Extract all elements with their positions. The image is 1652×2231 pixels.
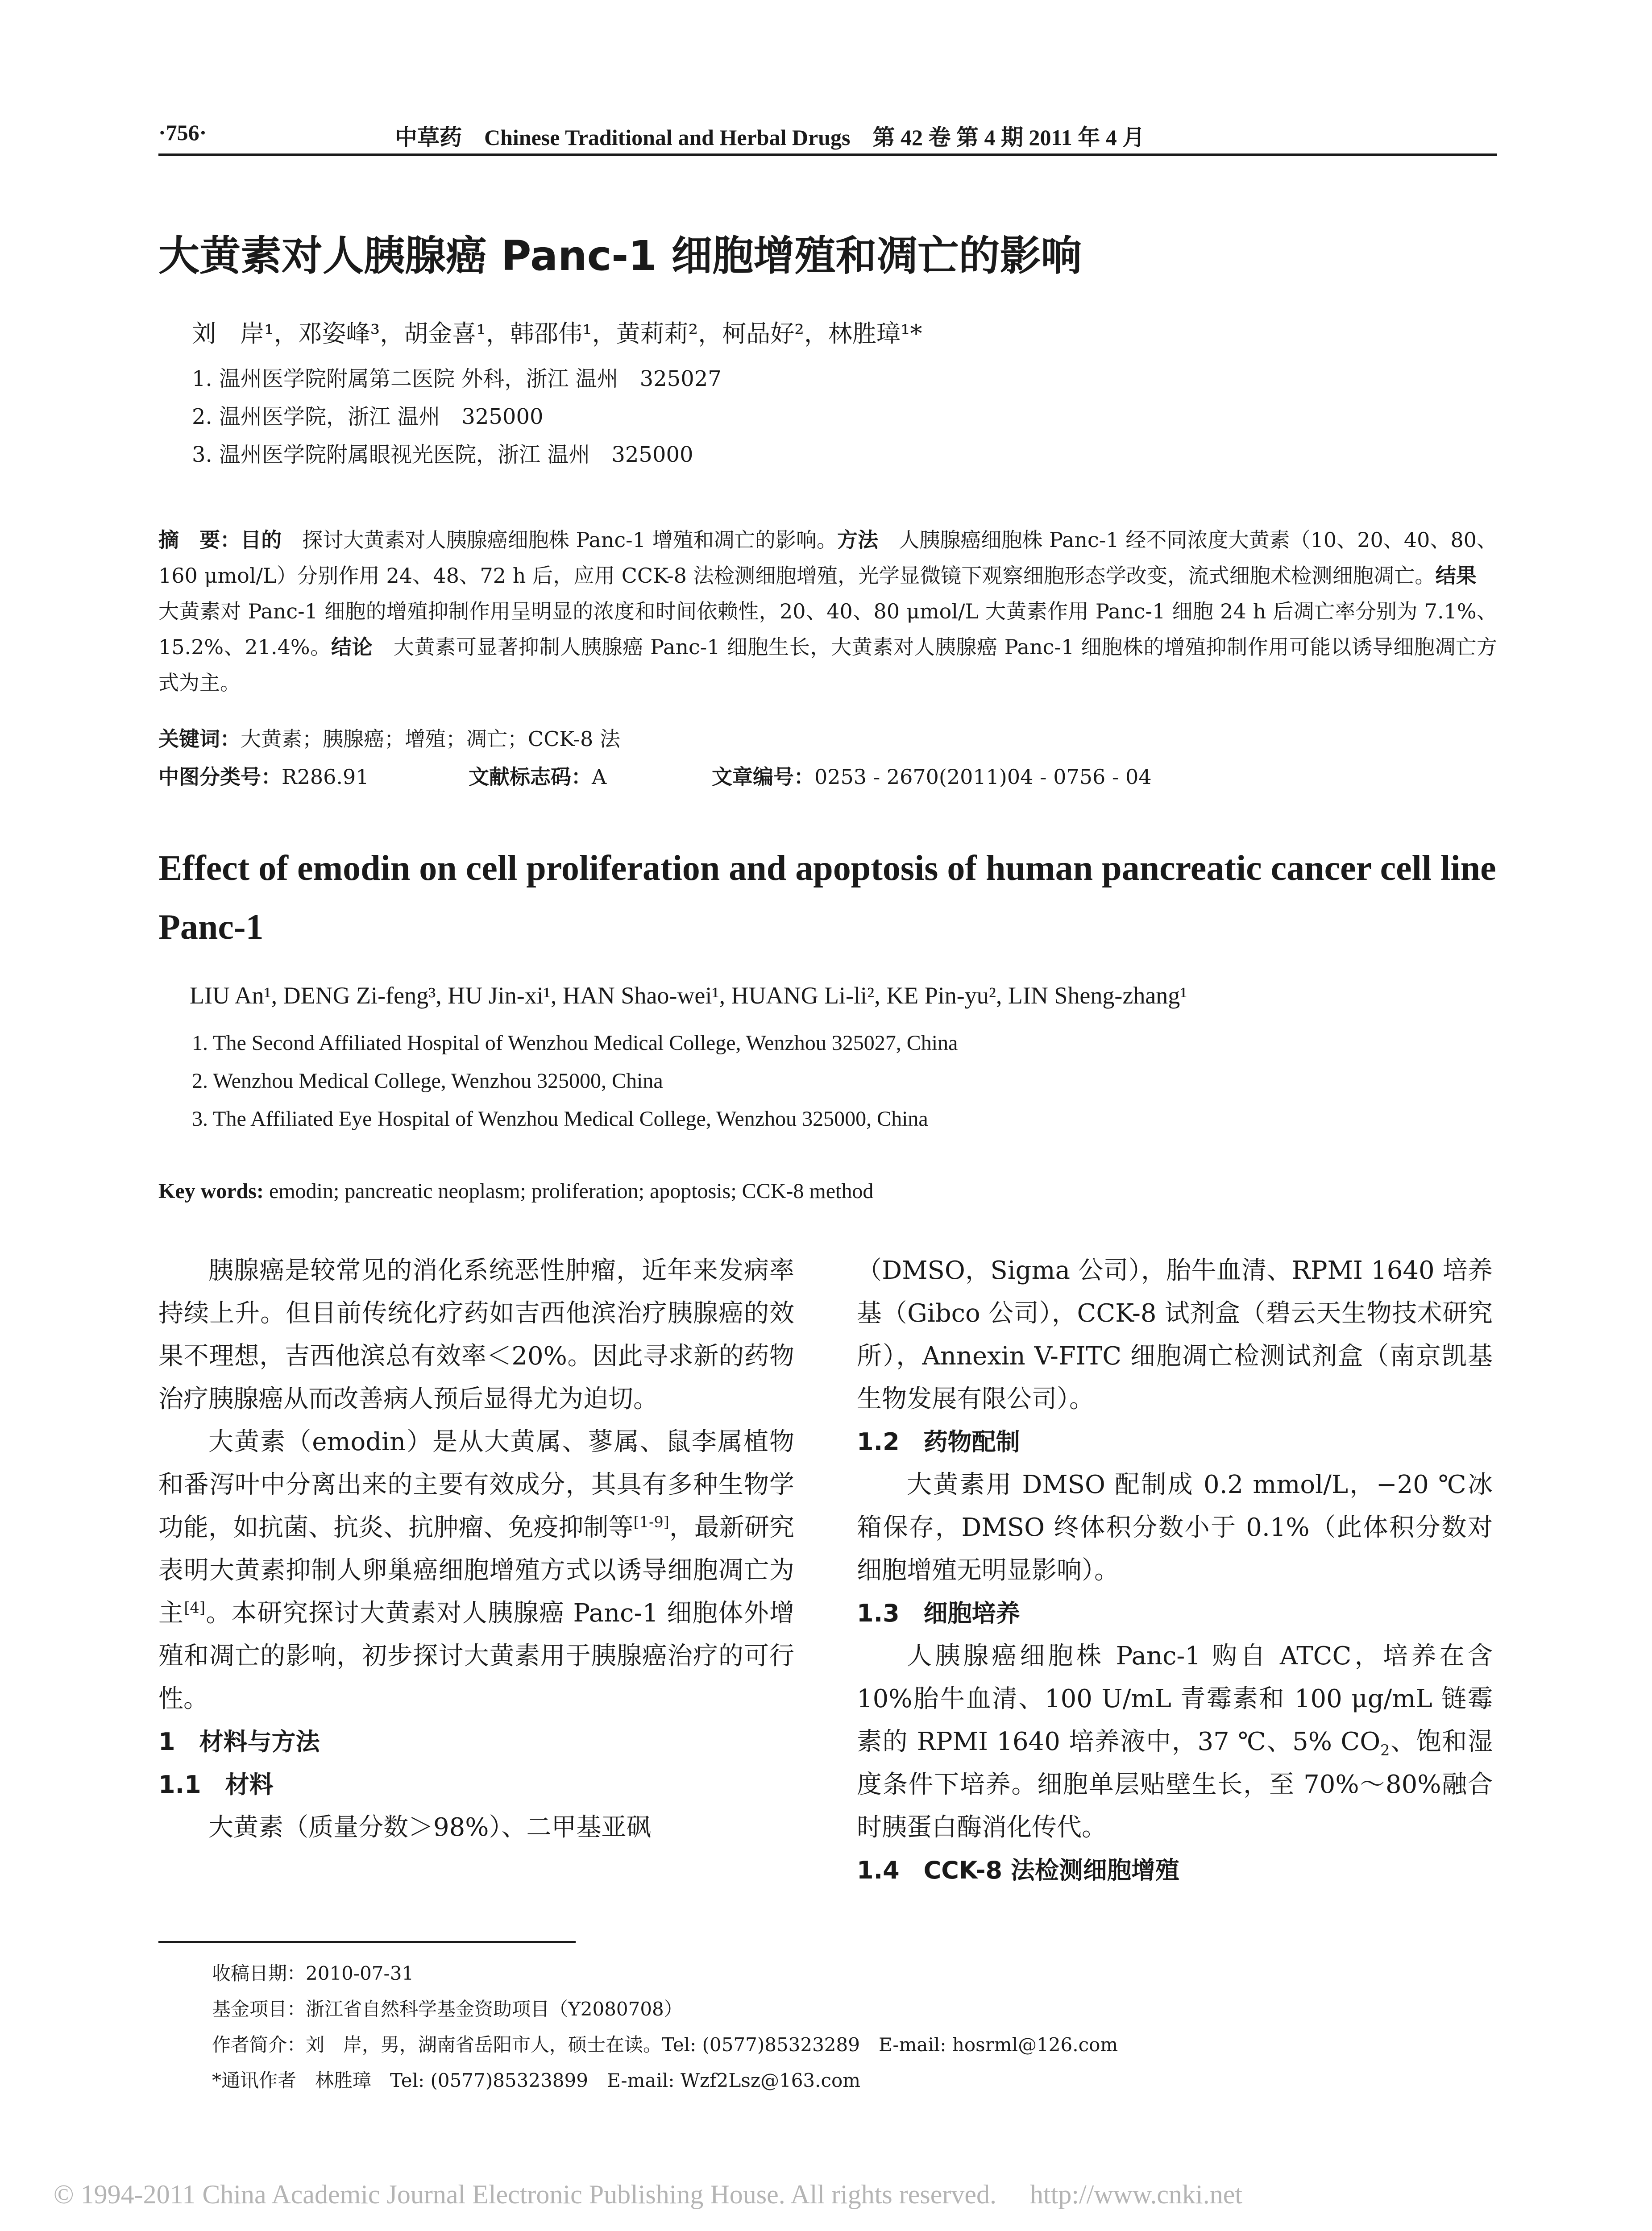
keywords-label: 关键词：	[158, 727, 241, 751]
chinese-affiliation-2: 2. 温州医学院，浙江 温州 325000	[192, 404, 544, 429]
footnote-received: 收稿日期：2010-07-31	[212, 1962, 414, 1984]
section-heading-1-4: 1.4 CCK-8 法检测细胞增殖	[857, 1856, 1179, 1884]
section-heading-1-1: 1.1 材料	[158, 1771, 274, 1799]
purpose-label: 目的	[241, 528, 282, 552]
conclusion-label: 结论	[331, 635, 373, 659]
footnote-funding: 基金项目：浙江省自然科学基金资助项目（Y2080708）	[212, 1998, 683, 2020]
section-heading-1-3: 1.3 细胞培养	[857, 1599, 1020, 1627]
chinese-affiliation-3: 3. 温州医学院附属眼视光医院，浙江 温州 325000	[192, 442, 693, 467]
english-keywords	[158, 1179, 873, 1203]
english-affiliation-1: 1. The Second Affiliated Hospital of Wenzhou Medical College, Wenzhou 325027, China	[192, 1031, 958, 1055]
chinese-title: 大黄素对人胰腺癌 Panc-1 细胞增殖和凋亡的影响	[158, 232, 1082, 280]
paragraph-emodin: 大黄素（emodin）是从大黄属、蓼属、鼠李属植物和番泻叶中分离出来的主要有效成分，其具有多种生物学功能，如抗菌、抗炎、抗肿瘤、免疫抑制等[1-9]，最新研究表明大黄素抑制人卵巢癌细胞增殖方式以诱导细胞凋亡为主[4]。本研究探讨大黄素对人胰腺癌 Panc-1 细胞体外增殖和凋亡的影响，初步探讨大黄素用于胰腺癌治疗的可行性。	[158, 1427, 795, 1713]
body-right-column	[857, 1249, 1493, 1892]
footnote-author: 作者简介：刘 岸，男，湖南省岳阳市人，硕士在读。Tel: (0577)85323289 E-mail: hosrml@126.com	[212, 2034, 1118, 2056]
result-text: 大黄素对 Panc-1 细胞的增殖抑制作用呈明显的浓度和时间依赖性，20、40、80 μmol/L 大黄素作用 Panc-1 细胞 24 h 后凋亡率分别为 7.1%、15.2%、21.4%。	[158, 564, 1498, 659]
paragraph-materials-cont: （DMSO，Sigma 公司），胎牛血清、RPMI 1640 培养基（Gibco 公司），CCK-8 试剂盒（碧云天生物技术研究所），Annexin V-FITC 细胞凋亡检测试剂盒（南京凯基生物发展有限公司）。	[857, 1256, 1493, 1414]
header-rule	[158, 153, 1497, 156]
section-heading-1-2: 1.2 药物配制	[857, 1428, 1020, 1456]
section-heading-1: 1 材料与方法	[158, 1728, 320, 1756]
subscript: 2	[1380, 1742, 1390, 1759]
doc-label: 文献标志码：	[469, 765, 592, 789]
citation: [4]	[184, 1599, 205, 1617]
doc-code-line	[469, 761, 606, 790]
footnote-rule	[158, 1941, 576, 1943]
doc-value: A	[592, 765, 607, 789]
footnote-corresponding: *通讯作者 林胜璋 Tel: (0577)85323899 E-mail: Wzf2Lsz@163.com	[212, 2069, 861, 2091]
abstract-label: 摘 要：	[158, 528, 241, 552]
paragraph-materials-start: 大黄素（质量分数＞98%）、二甲基亚砜	[208, 1813, 652, 1842]
english-keywords-label: Key words:	[158, 1179, 264, 1203]
paragraph-intro: 胰腺癌是较常见的消化系统恶性肿瘤，近年来发病率持续上升。但目前传统化疗药如吉西他滨治疗胰腺癌的效果不理想，吉西他滨总有效率＜20%。因此寻求新的药物治疗胰腺癌从而改善病人预后显得尤为迫切。	[158, 1256, 794, 1414]
classification-line	[158, 761, 369, 790]
english-keywords-text: emodin; pancreatic neoplasm; proliferation; apoptosis; CCK-8 method	[263, 1179, 874, 1203]
result-label: 结果	[1435, 564, 1477, 588]
paragraph-cell-culture: 人胰腺癌细胞株 Panc-1 购自 ATCC，培养在含 10%胎牛血清、100 U/mL 青霉素和 100 μg/mL 链霉素的 RPMI 1640 培养液中，37 ℃、5% $CO_2$、饱和湿度条件下培养。细胞单层贴壁生长，至 70%～80%融合时胰蛋白酶消化传代。	[857, 1642, 1493, 1842]
article-label: 文章编号：	[712, 765, 814, 789]
clc-value: R286.91	[282, 765, 369, 789]
clc-label: 中图分类号：	[158, 765, 282, 789]
journal-header: 中草药 Chinese Traditional and Herbal Drugs 第 42 卷 第 4 期 2011 年 4 月	[395, 125, 1145, 150]
body-left-column	[158, 1249, 794, 1849]
method-label: 方法	[837, 528, 879, 552]
page-number: ·756·	[158, 120, 207, 145]
chinese-affiliation-1: 1. 温州医学院附属第二医院 外科，浙江 温州 325027	[192, 366, 722, 391]
copyright-notice: © 1994-2011 China Academic Journal Electronic Publishing House. All rights reserved. http://www.cnki.net	[54, 2180, 1243, 2209]
citation: [1-9]	[633, 1513, 669, 1531]
article-value: 0253 - 2670(2011)04 - 0756 - 04	[814, 765, 1152, 789]
chinese-authors: 刘 岸¹，邓姿峰³，胡金喜¹，韩邵伟¹，黄莉莉²，柯品好²，林胜璋¹*	[192, 319, 922, 348]
method-text: 人胰腺癌细胞株 Panc-1 经不同浓度大黄素（10、20、40、80、160 μmol/L）分别作用 24、48、72 h 后，应用 CCK-8 法检测细胞增殖，光学显微镜下观察细胞形态学改变，流式细胞术检测细胞凋亡。	[158, 528, 1498, 588]
article-number-line	[712, 761, 1152, 790]
english-affiliation-2: 2. Wenzhou Medical College, Wenzhou 325000, China	[192, 1069, 663, 1093]
english-title: Effect of emodin on cell proliferation and apoptosis of human pancreatic cancer cell line Panc-1	[158, 849, 1496, 947]
conclusion-text: 大黄素可显著抑制人胰腺癌 Panc-1 细胞生长，大黄素对人胰腺癌 Panc-1 细胞株的增殖抑制作用可能以诱导细胞凋亡方式为主。	[158, 635, 1498, 695]
keywords-line	[158, 723, 620, 752]
english-authors: LIU An¹, DENG Zi-feng³, HU Jin-xi¹, HAN Shao-wei¹, HUANG Li-li², KE Pin-yu², LIN Sheng-zhang¹	[190, 982, 1187, 1009]
english-affiliation-3: 3. The Affiliated Eye Hospital of Wenzhou Medical College, Wenzhou 325000, China	[192, 1107, 928, 1131]
abstract	[158, 522, 1497, 701]
keywords-text: 大黄素；胰腺癌；增殖；凋亡；CCK-8 法	[241, 727, 620, 751]
paragraph-drug-prep: 大黄素用 DMSO 配制成 0.2 mmol/L，−20 ℃冰箱保存，DMSO 终体积分数小于 0.1%（此体积分数对细胞增殖无明显影响）。	[857, 1470, 1493, 1585]
purpose-text: 探讨大黄素对人胰腺癌细胞株 Panc-1 增殖和凋亡的影响。	[282, 528, 838, 552]
